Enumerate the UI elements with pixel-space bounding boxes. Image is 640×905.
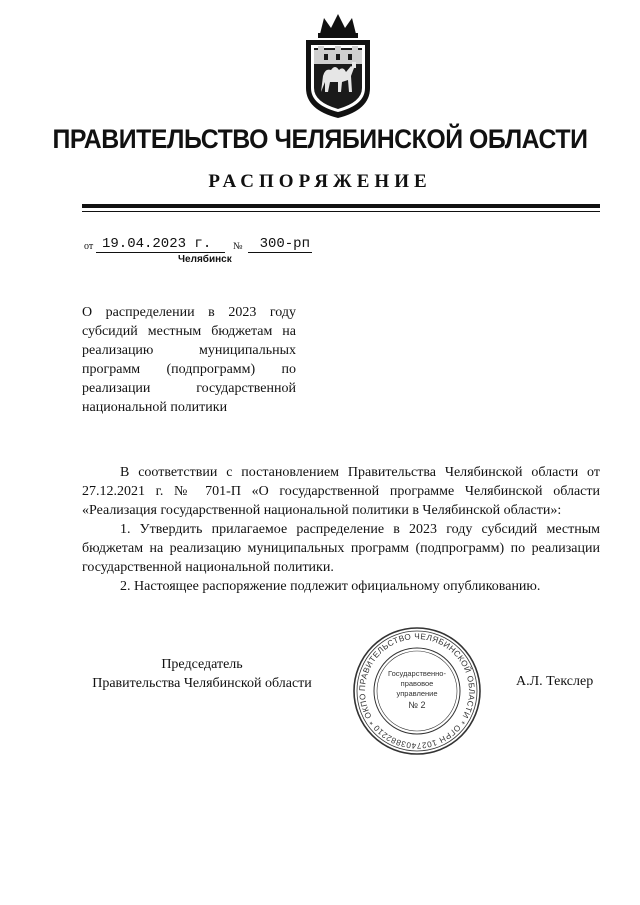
seal-center-line2: правовое [400, 679, 434, 688]
seal-center-line1: Государственно- [388, 669, 446, 678]
organization-title: ПРАВИТЕЛЬСТВО ЧЕЛЯБИНСКОЙ ОБЛАСТИ [52, 124, 588, 154]
document-type-title: РАСПОРЯЖЕНИЕ [208, 171, 432, 192]
seal-center-line3: управление [396, 689, 438, 698]
document-body [82, 463, 600, 596]
document-number: 300-рп [248, 236, 312, 253]
preamble-paragraph: В соответствии с постановлением Правительства Челябинской области от 27.12.2021 г. № 701-П «О государственной программе Челябинской области «Реализация государственной национальной политики в Челябинской области»: [82, 465, 600, 518]
header-divider-thick [82, 204, 600, 208]
item-2-paragraph: 2. Настоящее распоряжение подлежит официальному опубликованию. [120, 579, 541, 594]
document-subject: О распределении в 2023 году субсидий местным бюджетам на реализацию муниципальных программ (подпрограмм) по реализации государственной национальной политики [82, 305, 296, 415]
signatory-position [82, 655, 322, 693]
seal-center-line4: № 2 [408, 700, 426, 710]
signatory-position-line1: Председатель [161, 657, 243, 672]
seal-ring-text: ПРАВИТЕЛЬСТВО ЧЕЛЯБИНСКОЙ ОБЛАСТИ * ОГРН 1027403882210 * ОКПО [357, 631, 477, 751]
city-label: Челябинск [178, 254, 232, 265]
header-divider-thin [82, 211, 600, 212]
signatory-name: А.Л. Текслер [516, 674, 594, 689]
item-1-paragraph: 1. Утвердить прилагаемое распределение в 2023 году субсидий местным бюджетам на реализацию муниципальных программ (подпрограмм) по реализации государственной национальной политики. [82, 522, 600, 575]
number-prefix: № [233, 241, 243, 252]
signatory-position-line2: Правительства Челябинской области [92, 676, 312, 691]
official-seal-stamp [352, 626, 482, 756]
document-date: 19.04.2023 г. [96, 236, 225, 253]
date-prefix: от [84, 241, 94, 252]
chelyabinsk-coat-of-arms-icon [294, 10, 382, 122]
